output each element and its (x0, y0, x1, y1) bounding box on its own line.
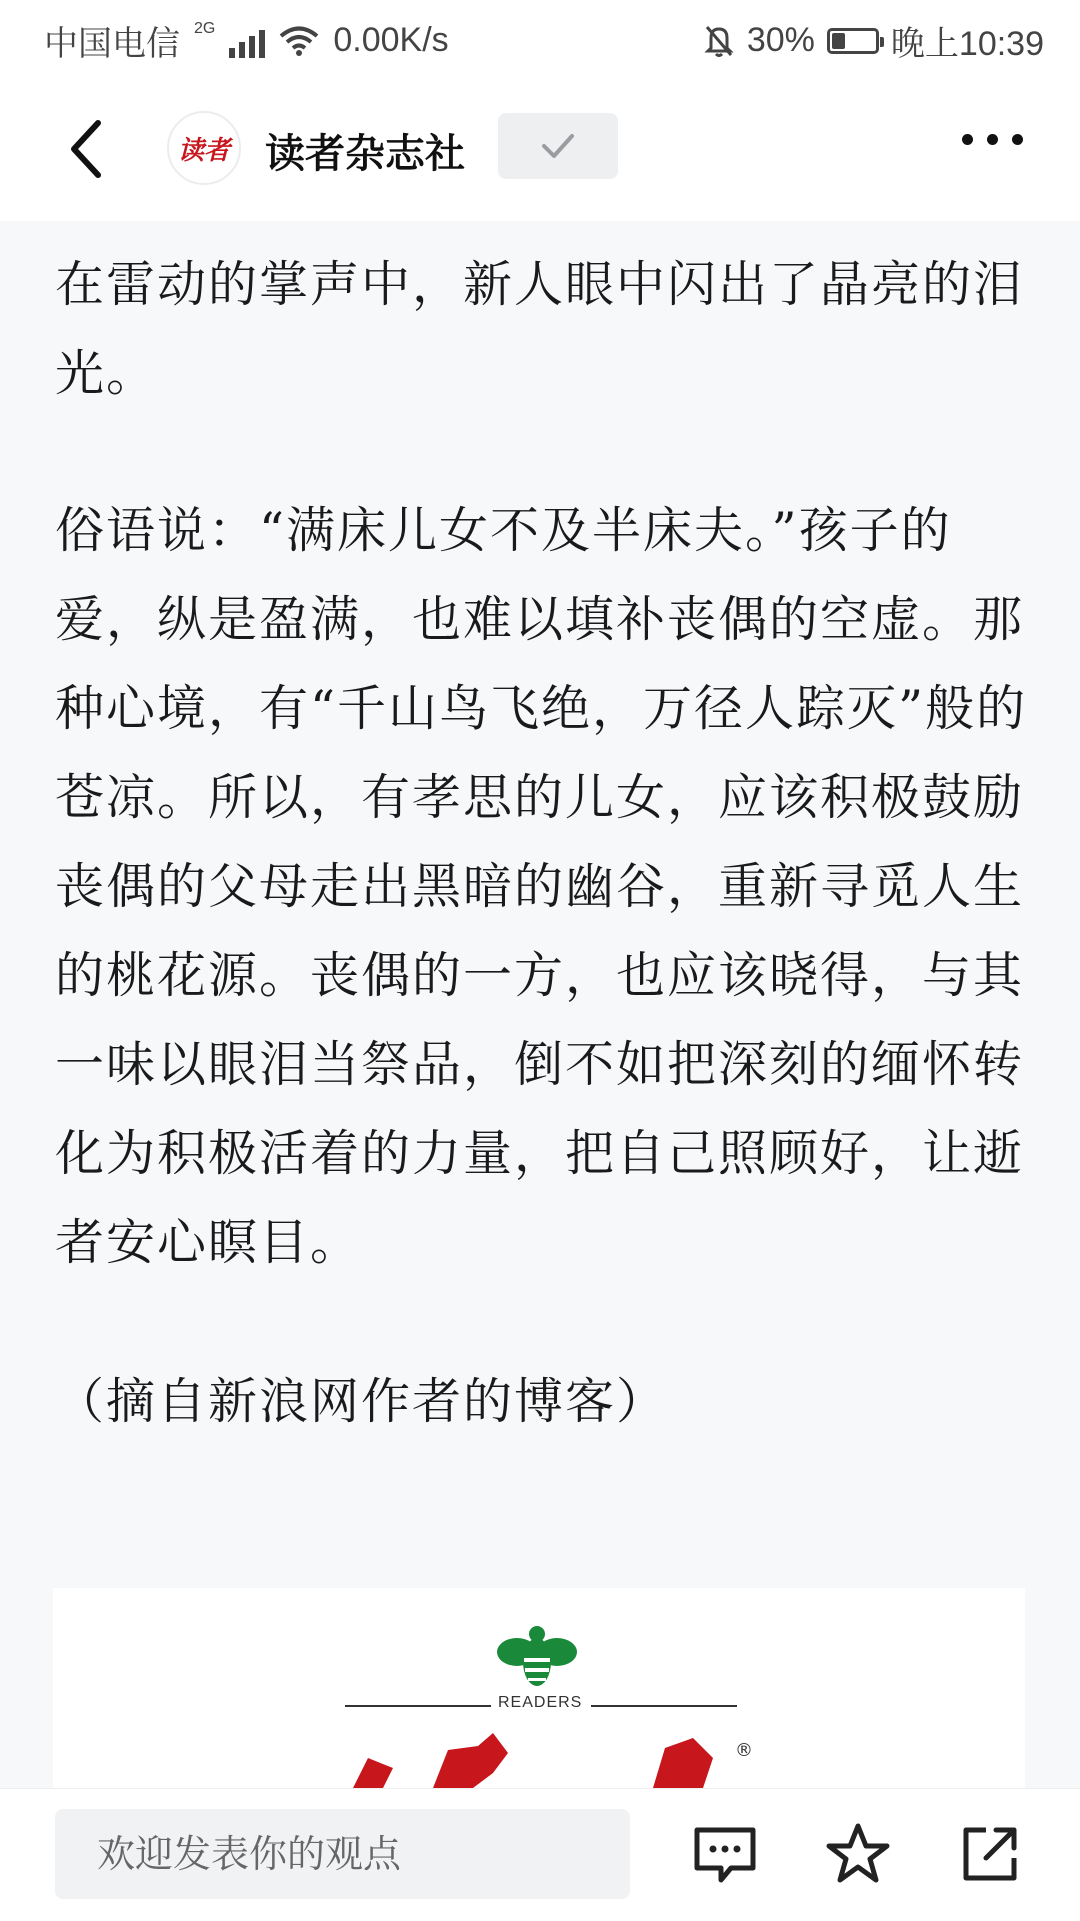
star-icon (825, 1822, 891, 1886)
mute-bell-icon (703, 24, 735, 58)
check-icon (540, 132, 576, 160)
more-icon[interactable] (962, 134, 1023, 145)
comment-icon (693, 1824, 757, 1884)
share-icon (960, 1824, 1020, 1884)
account-name[interactable]: 读者杂志社 (265, 131, 465, 177)
share-button[interactable] (955, 1819, 1025, 1889)
article-paragraph: 俗语说：“满床儿女不及半床夫。”孩子的爱，纵是盈满，也难以填补丧偶的空虚。那种心境，有“千山鸟飞绝，万径人踪灭”般的苍凉。所以，有孝思的儿女，应该积极鼓励丧偶的父母走出黑暗的幽谷，重新寻觅人生的桃花源。丧偶的一方，也应该晓得，与其一味以眼泪当祭品，倒不如把深刻的缅怀转化为积极活着的力量，把自己照顾好，让逝者安心瞑目。 (55, 502, 1028, 1271)
battery-icon (827, 28, 879, 54)
status-left (44, 16, 449, 65)
status-right (703, 16, 1044, 65)
article-source: （摘自新浪网作者的博客） (55, 1373, 668, 1430)
back-arrow-icon (68, 119, 104, 179)
followed-button[interactable] (498, 113, 618, 179)
status-bar (0, 0, 1080, 76)
logo-text: 读者 (177, 135, 230, 166)
account-avatar[interactable] (167, 111, 241, 185)
article-body (55, 240, 1035, 1446)
comment-input[interactable]: 欢迎发表你的观点 (55, 1809, 630, 1899)
carrier-label: 中国电信 (44, 25, 180, 63)
battery-percent: 30% (746, 21, 815, 59)
readers-logo-image (53, 1588, 1025, 1788)
rule-right (591, 1705, 737, 1707)
readers-label: READERS (498, 1694, 583, 1711)
wifi-icon (279, 25, 319, 57)
signal-icon (229, 24, 265, 58)
bee-logo-icon (495, 1622, 579, 1694)
top-nav (0, 76, 1080, 221)
network-type: 2G (194, 19, 216, 37)
rule-left (345, 1705, 491, 1707)
registered-mark: ® (735, 1740, 753, 1761)
readers-calligraphy-mark (53, 1728, 1025, 1788)
article-paragraph: 在雷动的掌声中，新人眼中闪出了晶亮的泪光。 (55, 256, 1025, 402)
network-speed: 0.00K/s (333, 21, 449, 59)
back-button[interactable] (56, 116, 116, 182)
bottom-bar (0, 1788, 1080, 1921)
comment-button[interactable] (690, 1819, 760, 1889)
favorite-button[interactable] (823, 1819, 893, 1889)
clock: 晚上10:39 (890, 25, 1044, 63)
